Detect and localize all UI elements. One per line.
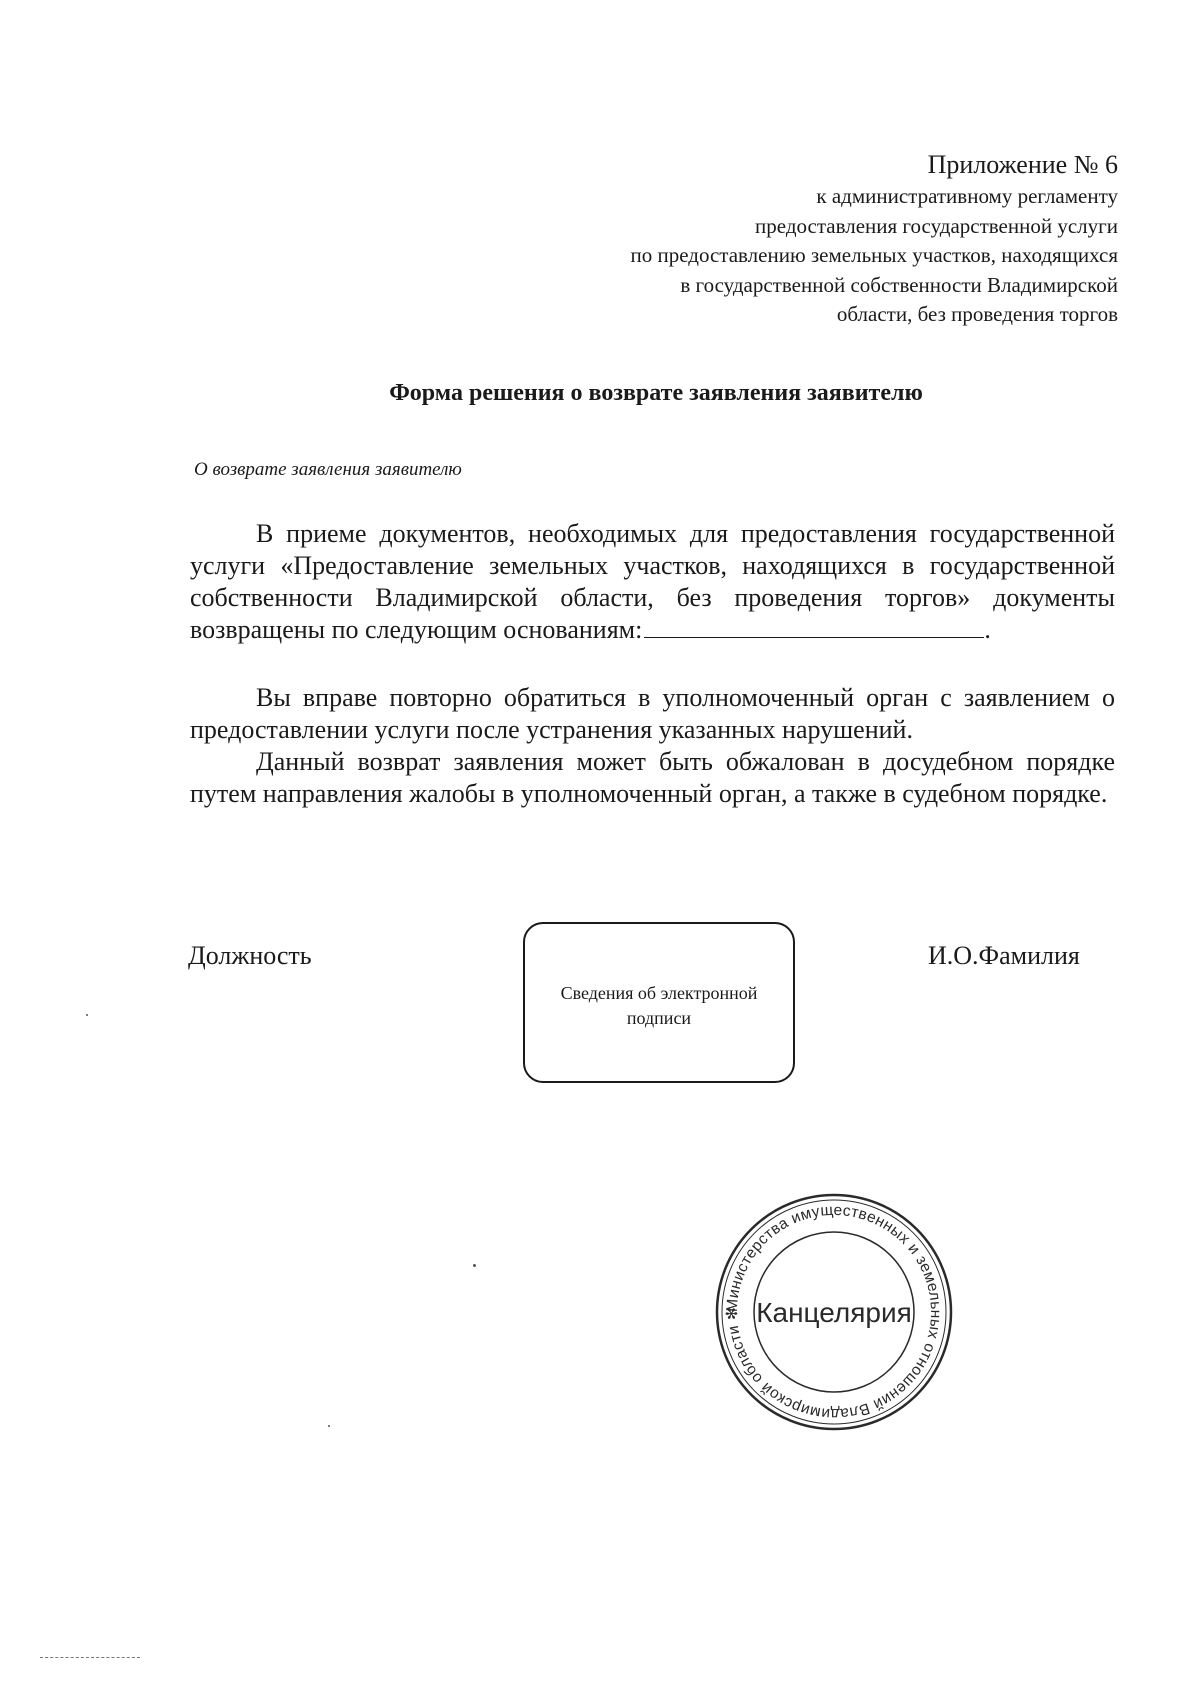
body-block-2 bbox=[190, 682, 1115, 810]
document-title: Форма решения о возврате заявления заявителю bbox=[389, 380, 923, 406]
appendix-line: к административному регламенту bbox=[816, 184, 1118, 208]
office-stamp bbox=[714, 1192, 954, 1432]
electronic-signature-box bbox=[523, 922, 795, 1083]
scan-speck bbox=[86, 1014, 88, 1016]
stamp-ring-textpath: Министерства имущественных и земельных отношений Владимирской области ✻ bbox=[723, 1201, 945, 1423]
grounds-blank-line bbox=[644, 615, 984, 638]
stamp-center-text: Канцелярия bbox=[756, 1297, 912, 1328]
paragraph-grounds-end: . bbox=[984, 615, 991, 644]
electronic-signature-text: Сведения об электронной подписи bbox=[560, 982, 758, 1028]
document-subject: О возврате заявления заявителю bbox=[194, 459, 462, 480]
appendix-line: предоставления государственной услуги bbox=[755, 213, 1118, 238]
appendix-line: области, без проведения торгов bbox=[836, 302, 1118, 326]
paragraph-grounds bbox=[190, 518, 1115, 646]
body-block-1 bbox=[190, 518, 1115, 646]
paragraph-reapply: Вы вправе повторно обратиться в уполномоченный орган с заявлением о предоставлении услуги после устранения указанных нарушений. bbox=[190, 683, 1115, 744]
scan-speck bbox=[328, 1425, 330, 1427]
paragraph-appeal: Данный возврат заявления может быть обжалован в досудебном порядке путем направления жалобы в уполномоченный орган, а также в судебном порядке. bbox=[190, 747, 1115, 808]
appendix-line: по предоставлению земельных участков, находящихся bbox=[630, 243, 1118, 267]
signatory-name: И.О.Фамилия bbox=[928, 941, 1080, 970]
signatory-position: Должность bbox=[188, 941, 312, 970]
scan-speck bbox=[473, 1264, 476, 1267]
appendix-line: в государственной собственности Владимирской bbox=[680, 272, 1118, 297]
scan-artifact-line bbox=[40, 1657, 140, 1658]
appendix-header bbox=[478, 148, 1118, 330]
appendix-number: Приложение № 6 bbox=[927, 150, 1118, 179]
paragraph-grounds-text: В приеме документов, необходимых для предоставления государственной услуги «Предоставление земельных участков, находящихся в государственной собственности Владимирской области, без проведения торгов» документы возвращены по следующим основаниям: bbox=[190, 519, 1115, 644]
